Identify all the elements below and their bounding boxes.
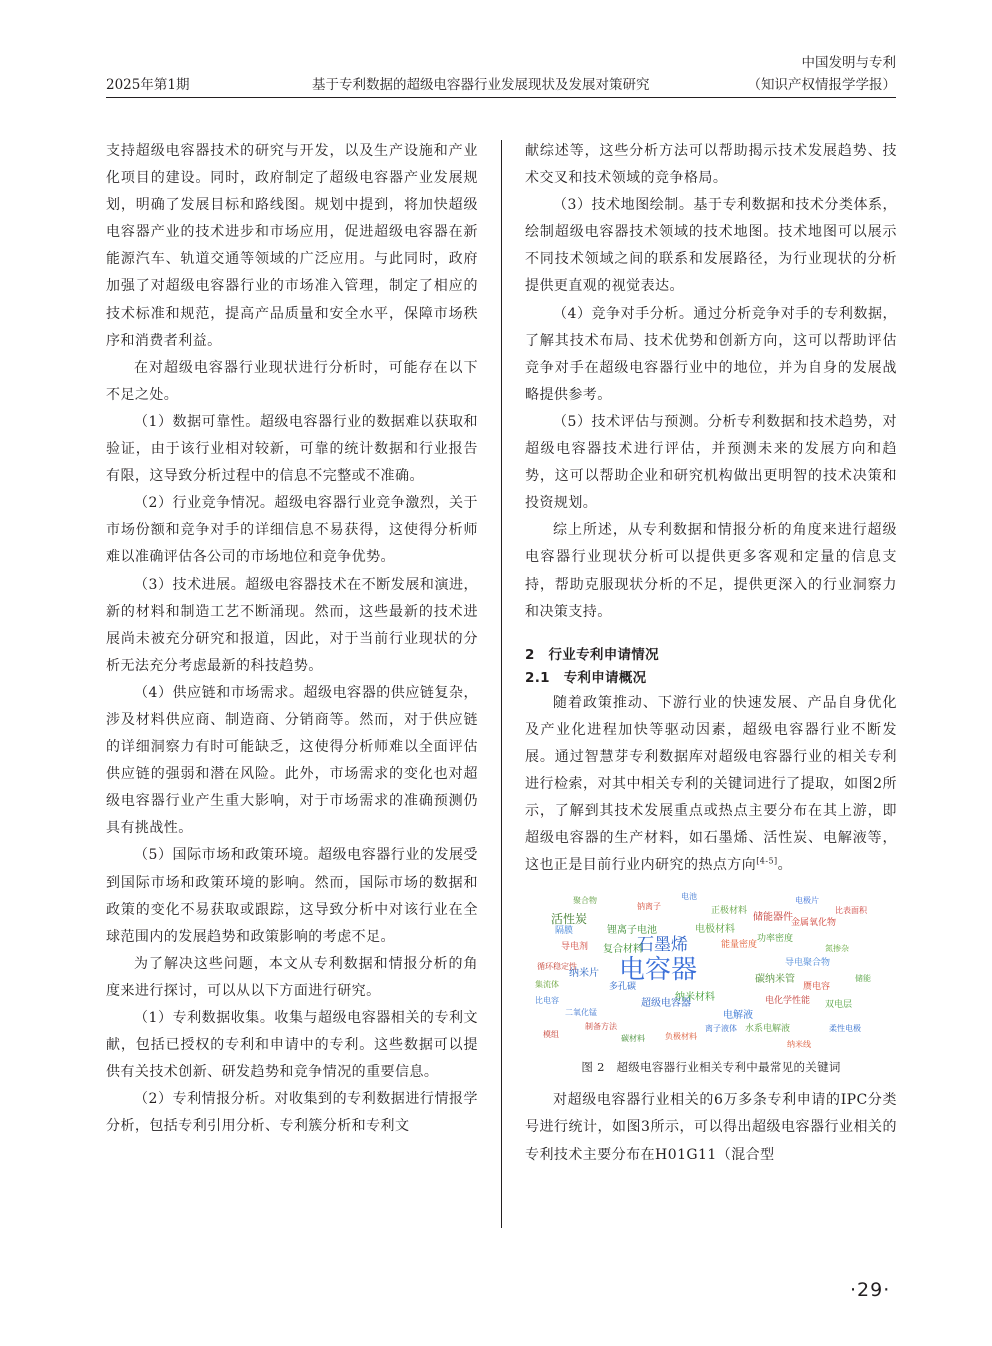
word-cloud-keyword: 钠离子 (637, 902, 661, 912)
word-cloud-keyword: 比电容 (535, 996, 559, 1006)
word-cloud-keyword: 二氧化锰 (565, 1008, 597, 1018)
word-cloud-keyword: 储能 (855, 974, 871, 984)
word-cloud-keyword: 聚合物 (573, 896, 597, 906)
word-cloud-keyword: 纳米材料 (675, 992, 715, 1004)
word-cloud-keyword: 电极材料 (695, 924, 735, 936)
word-cloud-keyword: 锂离子电池 (607, 925, 657, 937)
word-cloud-keyword: 能量密度 (721, 940, 758, 951)
word-cloud-keyword: 碳纳米管 (755, 974, 795, 986)
word-cloud-keyword: 电极片 (795, 896, 819, 906)
word-cloud-keyword: 赝电容 (803, 982, 831, 993)
paragraph: （4）供应链和市场需求。超级电容器的供应链复杂，涉及材料供应商、制造商、分销商等。然而，对于供应链的详细洞察力有时可能缺乏，这使得分析师难以全面评估供应链的强弱和潜在风险。此外，市场需求的变化也对超级电容器行业产生重大影响，对于市场需求的准确预测仍具有挑战性。 (106, 684, 478, 837)
journal-subtitle: （知识产权情报学学报） (747, 77, 896, 93)
figure-caption: 图 2 超级电容器行业相关专利中最常见的关键词 (581, 1060, 841, 1075)
word-cloud-keyword: 复合材料 (603, 944, 643, 956)
word-cloud-keyword: 功率密度 (757, 934, 794, 945)
word-cloud-keyword: 电容器 (619, 955, 698, 986)
paragraph: （3）技术进展。超级电容器技术在不断发展和演进，新的材料和制造工艺不断涌现。然而，这些最新的技术进展尚未被充分研究和报道，因此，对于当前行业现状的分析无法充分考虑最新的科技趋势。 (106, 576, 478, 674)
paragraph: （2）专利情报分析。对收集到的专利数据进行情报学分析，包括专利引用分析、专利簇分析和专利文 (106, 1091, 478, 1135)
word-cloud-keyword: 离子液体 (705, 1024, 737, 1034)
word-cloud-keyword: 超级电容器 (641, 998, 691, 1010)
word-cloud-keyword: 柔性电极 (829, 1024, 861, 1034)
paragraph (525, 690, 897, 880)
paragraph: （4）竞争对手分析。通过分析竞争对手的专利数据，了解其技术布局、技术优势和创新方向，这可以帮助评估竞争对手在超级电容器行业中的地位，并为自身的发展战略提供参考。 (525, 305, 897, 403)
paragraph: 对超级电容器行业相关的6万多条专利申请的IPC分类号进行统计，如图3所示，可以得出超级电容器行业相关的专利技术主要分布在H01G11（混合型 (525, 1092, 897, 1163)
word-cloud-keyword: 氮掺杂 (825, 944, 849, 954)
keyword-word-cloud (525, 885, 895, 1057)
word-cloud-keyword: 导电剂 (561, 942, 589, 953)
paragraph: 在对超级电容器行业现状进行分析时，可能存在以下不足之处。 (106, 359, 478, 403)
word-cloud-keyword: 负极材料 (665, 1032, 697, 1042)
paragraph: 支持超级电容器技术的研究与开发，以及生产设施和产业化项目的建设。同时，政府制定了超级电容器产业发展规划，明确了发展目标和路线图。规划中提到，将加快超级电容器产业的技术进步和市场应用，促进超级电容器在新能源汽车、轨道交通等领域的广泛应用。与此同时，政府加强了对超级电容器行业的市场准入管理，制定了相应的技术标准和规范，提高产品质量和安全水平，保障市场秩序和消费者利益。 (106, 143, 478, 349)
word-cloud-keyword: 比表面积 (835, 906, 867, 916)
word-cloud-keyword: 制备方法 (585, 1022, 617, 1032)
paragraph-end: 。 (777, 857, 793, 874)
word-cloud-keyword: 双电层 (825, 1000, 853, 1011)
word-cloud-keyword: 石墨烯 (637, 935, 688, 956)
paragraph: 献综述等，这些分析方法可以帮助揭示技术发展趋势、技术交叉和技术领域的竞争格局。 (525, 143, 897, 187)
issue-label: 2025年第1期 (106, 77, 190, 93)
paragraph-text: 随着政策推动、下游行业的快速发展、产品自身优化及产业化进程加快等驱动因素，超级电容器行业不断发展。通过智慧芽专利数据库对超级电容器行业的相关专利进行检索，对其中相关专利的关键词进行了提取，如图2所示，了解到其技术发展重点或热点主要分布在其上游，即超级电容器的生产材料，如石墨烯、活性炭、电解液等，这也正是目前行业内研究的热点方向 (525, 694, 897, 874)
word-cloud-keyword: 正极材料 (711, 906, 748, 917)
word-cloud-keyword: 集流体 (535, 980, 559, 990)
paragraph: 为了解决这些问题，本文从专利数据和情报分析的角度来进行探讨，可以从以下方面进行研究。 (106, 955, 478, 999)
word-cloud-keyword: 隔膜 (555, 926, 574, 937)
word-cloud-keyword: 储能器件 (753, 912, 793, 924)
word-cloud-keyword: 循环稳定性 (537, 962, 577, 972)
word-cloud-keyword: 纳米线 (787, 1040, 811, 1050)
word-cloud-keyword: 水系电解液 (745, 1024, 791, 1035)
word-cloud-keyword: 电化学性能 (765, 996, 811, 1007)
citation-ref: [4-5] (756, 856, 778, 866)
paragraph: （2）行业竞争情况。超级电容器行业竞争激烈，关于市场份额和竞争对手的详细信息不易获得，这使得分析师难以准确评估各公司的市场地位和竞争优势。 (106, 495, 478, 566)
left-column (106, 138, 478, 1140)
paragraph: （3）技术地图绘制。基于专利数据和技术分类体系，绘制超级电容器技术领域的技术地图。技术地图可以展示不同技术领域之间的联系和发展路径，为行业现状的分析提供更直观的视觉表达。 (525, 197, 897, 295)
subsection-heading: 2.1 专利申请概况 (525, 669, 647, 686)
paragraph: 综上所述，从专利数据和情报分析的角度来进行超级电容器行业现状分析可以提供更多客观和定量的信息支持，帮助克服现状分析的不足，提供更深入的行业洞察力和决策支持。 (525, 522, 897, 620)
word-cloud-keyword: 金属氧化物 (791, 918, 837, 929)
word-cloud-keyword: 电池 (681, 892, 697, 902)
paragraph: （1）数据可靠性。超级电容器行业的数据难以获取和验证，由于该行业相对较新，可靠的统计数据和行业报告有限，这导致分析过程中的信息不完整或不准确。 (106, 413, 478, 485)
article-running-title: 基于专利数据的超级电容器行业发展现状及发展对策研究 (312, 77, 650, 93)
word-cloud-keyword: 纳米片 (569, 968, 599, 980)
word-cloud-keyword: 导电聚合物 (785, 958, 831, 969)
word-cloud-keyword: 碳材料 (621, 1034, 645, 1044)
journal-name: 中国发明与专利 (801, 55, 896, 71)
column-divider (501, 140, 502, 1228)
page-number: ·29· (850, 1279, 891, 1301)
paragraph: （5）技术评估与预测。分析专利数据和技术趋势，对超级电容器技术进行评估，并预测未来的发展方向和趋势，这可以帮助企业和研究机构做出更明智的技术决策和投资规划。 (525, 413, 897, 512)
section-heading: 2 行业专利申请情况 (525, 646, 659, 663)
word-cloud-keyword: 多孔碳 (609, 982, 637, 993)
paragraph: （1）专利数据收集。收集与超级电容器相关的专利文献，包括已授权的专利和申请中的专利。这些数据可以提供有关技术创新、研发趋势和竞争情况的重要信息。 (106, 1010, 478, 1081)
paragraph: （5）国际市场和政策环境。超级电容器行业的发展受到国际市场和政策环境的影响。然而，国际市场的数据和政策的变化不易获取或跟踪，这导致分析中对该行业在全球范围内的发展趋势和政策影响的考虑不足。 (106, 847, 478, 945)
word-cloud-keyword: 电解液 (723, 1010, 753, 1022)
word-cloud-keyword: 模组 (543, 1030, 559, 1040)
word-cloud-keyword: 活性炭 (551, 912, 588, 927)
right-column (525, 138, 897, 1169)
header-divider (106, 97, 896, 98)
